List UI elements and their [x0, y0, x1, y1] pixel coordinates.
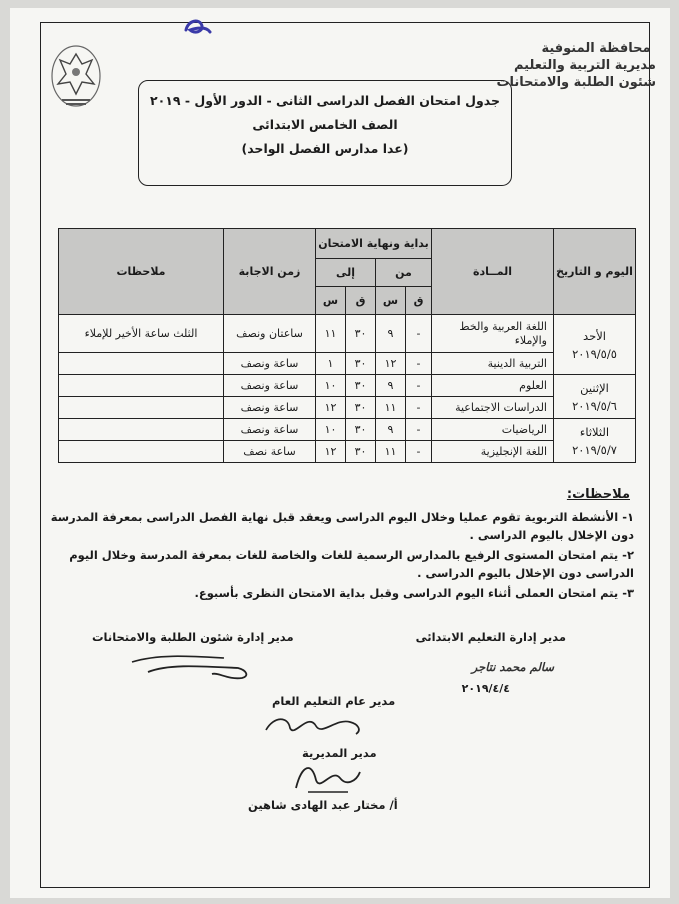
signature-general-director-icon	[260, 708, 370, 748]
to-hour-cell: ١	[316, 353, 346, 375]
signature-date-primary-director: ٢٠١٩/٤/٤	[461, 682, 510, 695]
signature-directorate-head-icon	[286, 758, 366, 802]
to-minute-cell: ٣٠	[346, 353, 376, 375]
header-to-minute: ق	[346, 287, 376, 315]
to-minute-cell: ٣٠	[346, 419, 376, 441]
table-row	[59, 397, 636, 419]
duration-cell: ساعة ونصف	[224, 375, 316, 397]
duration-cell: ساعة ونصف	[224, 397, 316, 419]
to-minute-cell: ٣٠	[346, 397, 376, 419]
header-start-end: بداية ونهاية الامتحان	[316, 229, 432, 259]
signature-affairs-director-icon	[128, 648, 258, 692]
title-line-grade: الصف الخامس الابتدائى	[252, 117, 398, 132]
note-cell: الثلث ساعة الأخير للإملاء	[59, 315, 224, 353]
table-row	[59, 375, 636, 397]
notes-heading: ملاحظات:	[566, 487, 630, 502]
duration-cell: ساعة ونصف	[224, 353, 316, 375]
note-cell	[59, 419, 224, 441]
from-hour-cell: ٩	[376, 375, 406, 397]
eagle-emblem-icon	[46, 42, 106, 112]
to-minute-cell: ٣٠	[346, 441, 376, 463]
duration-cell: ساعتان ونصف	[224, 315, 316, 353]
subject-cell: التربية الدينية	[432, 353, 554, 375]
duration-cell: ساعة ونصف	[224, 419, 316, 441]
to-minute-cell: ٣٠	[346, 315, 376, 353]
subject-cell: العلوم	[432, 375, 554, 397]
table-row	[59, 315, 636, 353]
note-item: ٢- يتم امتحان المستوى الرفيع بالمدارس الرسمية للغات والخاصة للغات بمعرفة المدرسة وخلال اليوم الدراسى دون الإخلال باليوم الدراسى .	[69, 548, 634, 580]
header-duration: زمن الاجابة	[224, 229, 316, 315]
document-page	[10, 8, 670, 898]
header-from: من	[376, 259, 432, 287]
header-to: إلى	[316, 259, 376, 287]
table-row	[59, 353, 636, 375]
day-cell: الإثنين ٢٠١٩/٥/٦	[554, 375, 636, 419]
note-item: ٣- يتم امتحان العملى أثناء اليوم الدراسى وقبل بداية الامتحان النظرى بأسبوع.	[194, 586, 634, 600]
signature-name-directorate-head: أ/ مختار عبد الهادى شاهين	[248, 798, 398, 812]
note-cell	[59, 441, 224, 463]
title-line-exam: جدول امتحان الفصل الدراسى الثانى - الدور الأول - ٢٠١٩	[150, 93, 500, 108]
to-hour-cell: ١٠	[316, 375, 346, 397]
signature-title-primary-director: مدير إدارة التعليم الابتدائى	[415, 630, 566, 644]
day-cell: الثلاثاء ٢٠١٩/٥/٧	[554, 419, 636, 463]
signature-title-directorate-head: مدير المديرية	[302, 746, 377, 760]
note-cell	[59, 353, 224, 375]
title-line-exception: (عدا مدارس الفصل الواحد)	[241, 141, 409, 156]
from-minute-cell: -	[406, 419, 432, 441]
subject-cell: الدراسات الاجتماعية	[432, 397, 554, 419]
from-hour-cell: ١١	[376, 397, 406, 419]
note-cell	[59, 375, 224, 397]
header-notes: ملاحظات	[59, 229, 224, 315]
from-hour-cell: ٩	[376, 419, 406, 441]
to-hour-cell: ١٢	[316, 441, 346, 463]
signature-title-general-director: مدير عام التعليم العام	[272, 694, 396, 708]
org-governorate: محافظة المنوفية	[541, 41, 651, 56]
from-hour-cell: ١١	[376, 441, 406, 463]
subject-cell: اللغة العربية والخط والإملاء	[432, 315, 554, 353]
exam-schedule-table	[58, 228, 636, 463]
header-to-hour: س	[316, 287, 346, 315]
table-row	[59, 441, 636, 463]
handwritten-page-mark	[180, 16, 214, 40]
title-box	[138, 80, 512, 186]
signature-name-primary-director: سالم محمد نتاجر	[471, 660, 554, 674]
organization-header	[496, 40, 656, 91]
header-day-date: اليوم و التاريخ	[554, 229, 636, 315]
to-hour-cell: ١٠	[316, 419, 346, 441]
to-minute-cell: ٣٠	[346, 375, 376, 397]
from-minute-cell: -	[406, 353, 432, 375]
from-minute-cell: -	[406, 397, 432, 419]
from-hour-cell: ٩	[376, 315, 406, 353]
table-row	[59, 419, 636, 441]
from-minute-cell: -	[406, 375, 432, 397]
day-cell: الأحد ٢٠١٩/٥/٥	[554, 315, 636, 375]
from-minute-cell: -	[406, 315, 432, 353]
to-hour-cell: ١١	[316, 315, 346, 353]
header-from-hour: س	[376, 287, 406, 315]
note-item: ١- الأنشطة التربوية تقوم عمليا وخلال اليوم الدراسى ويعقد قبل نهاية الفصل الدراسى بمعرفة المدرسة دون الإخلال باليوم الدراسى .	[50, 510, 634, 542]
signature-title-affairs-director: مدير إدارة شئون الطلبة والامتحانات	[92, 630, 294, 644]
to-hour-cell: ١٢	[316, 397, 346, 419]
subject-cell: اللغة الإنجليزية	[432, 441, 554, 463]
header-from-minute: ق	[406, 287, 432, 315]
duration-cell: ساعة نصف	[224, 441, 316, 463]
org-department: شئون الطلبة والامتحانات	[496, 75, 656, 90]
from-hour-cell: ١٢	[376, 353, 406, 375]
header-subject: المــادة	[432, 229, 554, 315]
notes-list	[44, 508, 634, 604]
org-directorate: مديرية التربية والتعليم	[513, 58, 656, 73]
from-minute-cell: -	[406, 441, 432, 463]
subject-cell: الرياضيات	[432, 419, 554, 441]
note-cell	[59, 397, 224, 419]
